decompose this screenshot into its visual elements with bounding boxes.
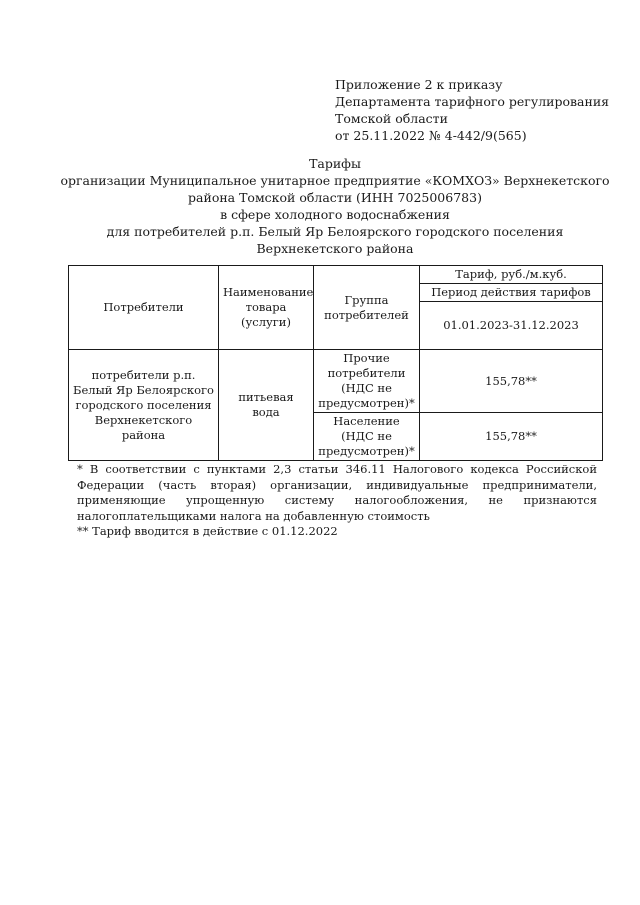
annex-line-2: Департамента тарифного регулирования	[335, 94, 610, 109]
cell-group-other: Прочие потребители (НДС не предусмотрен)*	[314, 350, 420, 413]
cell-group-population: Население (НДС не предусмотрен)*	[314, 413, 420, 461]
cell-tariff-population: 155,78**	[420, 413, 603, 461]
heading-line-1: организации Муниципальное унитарное предприятие «КОМХОЗ» Верхнекетского	[60, 173, 610, 188]
cell-consumers: потребители р.п. Белый Яр Белоярского городского поселения Верхнекетского района	[69, 350, 219, 461]
header-period-label: Период действия тарифов	[420, 284, 603, 302]
heading-line-2: района Томской области (ИНН 7025006783)	[188, 190, 482, 205]
heading-line-5: Верхнекетского района	[256, 241, 414, 256]
tariff-table	[68, 265, 603, 461]
header-tariff: Тариф, руб./м.куб.	[420, 266, 603, 284]
header-group: Группа потребителей	[314, 266, 420, 350]
cell-tariff-other: 155,78**	[420, 350, 603, 413]
footnote-2: ** Тариф вводится в действие с 01.12.2022	[77, 524, 338, 538]
header-period: 01.01.2023-31.12.2023	[420, 302, 603, 350]
cell-product: питьевая вода	[219, 350, 314, 461]
annex-block	[335, 76, 609, 144]
heading-line-4: для потребителей р.п. Белый Яр Белоярского городского поселения	[106, 224, 564, 239]
annex-line-4: от 25.11.2022 № 4-442/9(565)	[335, 128, 527, 143]
document-heading	[60, 155, 610, 257]
heading-line-3: в сфере холодного водоснабжения	[220, 207, 450, 222]
header-product: Наименование товара (услуги)	[219, 266, 314, 350]
footnote-1: * В соответствии с пунктами 2,3 статьи 346.11 Налогового кодекса Российской Федерации (часть вторая) организации, индивидуальные предприниматели, применяющие упрощенную систему налогообложения, не признаются налогоплательщиками налога на добавленную стоимость	[77, 462, 597, 523]
annex-line-1: Приложение 2 к приказу	[335, 77, 503, 92]
header-consumers: Потребители	[69, 266, 219, 350]
document-title: Тарифы	[309, 156, 361, 171]
annex-line-3: Томской области	[335, 111, 448, 126]
footnotes	[77, 462, 597, 540]
